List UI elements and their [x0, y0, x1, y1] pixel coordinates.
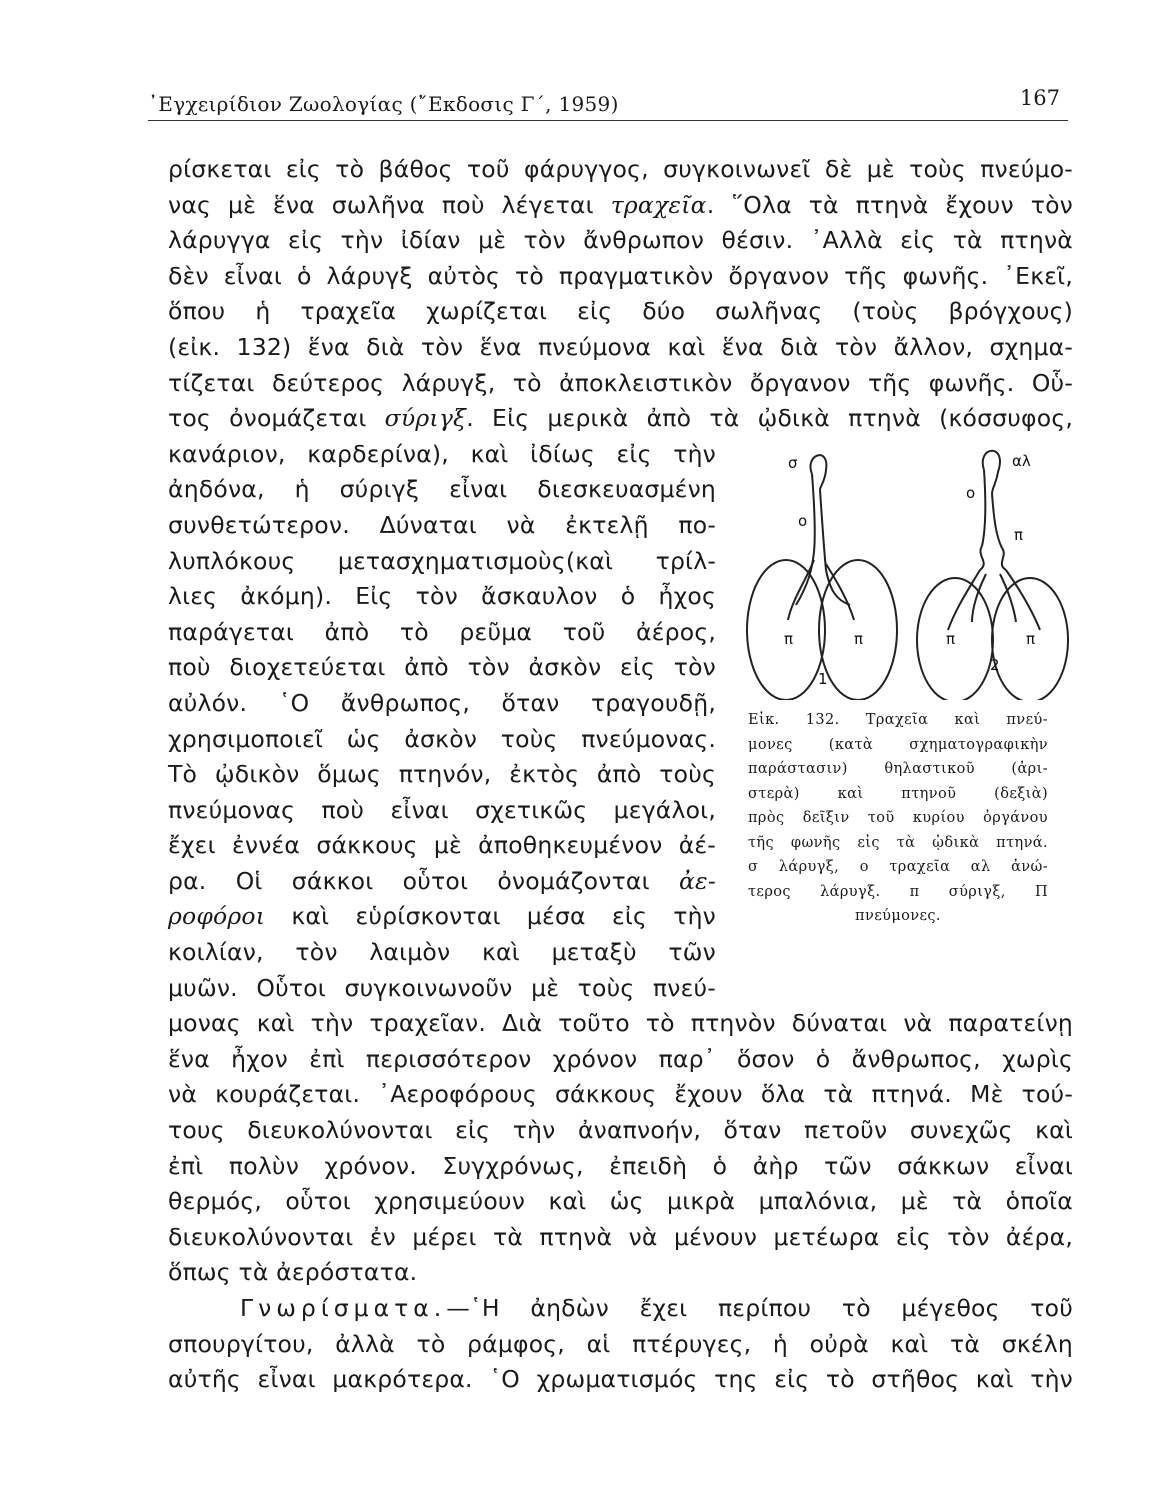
label-o-left: ο	[798, 512, 808, 530]
text-line: ὅπου ἡ τραχεῖα χωρίζεται εἰς δύο σωλῆνας (τοὺς βρόγχους)	[168, 297, 1073, 326]
text-line: ἔχει ἐννέα σάκκους μὲ ἀποθηκευμένον ἀέ-	[168, 831, 716, 860]
text-fragment: τος ὀνομάζεται	[168, 404, 385, 433]
trachea-lungs-diagram	[740, 440, 1080, 700]
section-heading: Γνωρίσματα.	[240, 1294, 447, 1322]
running-title: ᾿Εγχειρίδιον Ζωολογίας (῎Εκδοσις Γ΄, 1959)	[148, 92, 619, 116]
text-line: τίζεται δεύτερος λάρυγξ, τὸ ἀποκλειστικὸν ὄργανον τῆς φωνῆς. Οὗ-	[168, 368, 1073, 397]
text-line: ἀηδόνα, ἡ σύριγξ εἶναι διεσκευασμένη	[168, 475, 716, 504]
text-line: λάρυγγα εἰς τὴν ἰδίαν μὲ τὸν ἄνθρωπον θέσιν. ᾿Αλλὰ εἰς τὰ πτηνὰ	[168, 226, 1073, 255]
page-number: 167	[1019, 86, 1060, 110]
caption-line: σ λάρυγξ, ο τραχεῖα αλ ἀνώ-	[748, 859, 1048, 875]
text-line: συνθετώτερον. Δύναται νὰ ἐκτελῇ πο-	[168, 510, 716, 539]
caption-line: τῆς φωνῆς εἰς τὰ ᾠδικὰ πτηνά.	[748, 834, 1048, 851]
caption-line: Εἰκ. 132. Τραχεῖα καὶ πνεύ-	[748, 712, 1048, 728]
text-line: μυῶν. Οὗτοι συγκοινωνοῦν μὲ τοὺς πνεύ-	[168, 973, 716, 1002]
text-line: νὰ κουράζεται. ᾿Αεροφόρους σάκκους ἔχουν ὅλα τὰ πτηνά. Μὲ τού-	[168, 1080, 1073, 1109]
text-line: σπουργίτου, ἀλλὰ τὸ ράμφος, αἱ πτέρυγες, ἡ οὐρὰ καὶ τὰ σκέλη	[168, 1329, 1073, 1358]
caption-line: πνεύμονες.	[855, 908, 941, 924]
label-o-right: ο	[966, 484, 976, 502]
text-line: ρίσκεται εἰς τὸ βάθος τοῦ φάρυγγος, συγκοινωνεῖ δὲ μὲ τοὺς πνεύμο-	[168, 155, 1073, 183]
text-line: κανάριον, καρδερίνα), καὶ ἰδίως εἰς τὴν	[168, 439, 716, 468]
text-line: ποὺ διοχετεύεται ἀπὸ τὸν ἀσκὸν εἰς τὸν	[168, 653, 716, 682]
text-line: κοιλίαν, τὸν λαιμὸν καὶ μεταξὺ τῶν	[168, 938, 716, 967]
text-fragment: ρα. Οἱ σάκκοι οὗτοι ὀνομάζονται	[168, 866, 679, 895]
caption-line: πρὸς δεῖξιν τοῦ κυρίου ὀργάνου	[748, 810, 1048, 826]
label-pi-2a: π	[946, 630, 956, 648]
trachea-right	[982, 470, 1002, 548]
text-line: αὐτῆς εἶναι μακρότερα. ῾Ο χρωματισμός της εἰς τὸ στῆθος καὶ τὴν	[168, 1365, 1073, 1394]
text-line: ἕνα ἦχον ἐπὶ περισσότερον χρόνον παρ᾿ ὅσον ὁ ἄνθρωπος, χωρὶς	[168, 1044, 1073, 1073]
text-fragment: νας μὲ ἕνα σωλῆνα ποὺ λέγεται	[168, 190, 611, 219]
label-num-1: 1	[818, 670, 828, 688]
text-line: χρησιμοποιεῖ ὡς ἀσκὸν τοὺς πνεύμονας.	[168, 724, 716, 753]
text-line: λιες ἀκόμη). Εἰς τὸν ἄσκαυλον ὁ ἦχος	[168, 582, 716, 611]
text-fragment: . Εἰς μερικὰ ἀπὸ τὰ ᾠδικὰ πτηνὰ (κόσσυφος,	[466, 404, 1073, 433]
text-line	[168, 1291, 1073, 1327]
text-line: πνεύμονας ποὺ εἶναι σχετικῶς μεγάλοι,	[168, 795, 716, 824]
text-line: αὐλόν. ῾Ο ἄνθρωπος, ὅταν τραγουδῇ,	[168, 688, 716, 717]
text-line: ἐπὶ πολὺν χρόνον. Συγχρόνως, ἐπειδὴ ὁ ἀὴρ τῶν σάκκων εἶναι	[168, 1151, 1073, 1180]
trachea-left	[796, 474, 850, 605]
text-line: διευκολύνονται ἐν μέρει τὰ πτηνὰ νὰ μένουν μετέωρα εἰς τὸν ἀέρα,	[168, 1222, 1073, 1251]
caption-line: παράστασιν) θηλαστικοῦ (ἀρι-	[748, 761, 1048, 777]
text-line: μονας καὶ τὴν τραχεῖαν. Διὰ τοῦτο τὸ πτηνὸν δύναται νὰ παρατείνῃ	[168, 1009, 1073, 1038]
term-air-sacs: ἀε-	[678, 866, 716, 895]
label-pi-1b: π	[854, 630, 864, 648]
label-pi-2b: π	[1026, 630, 1036, 648]
caption-line: στερὰ) καὶ πτηνοῦ (δεξιὰ)	[748, 785, 1048, 802]
term-trachea: τραχεῖα	[610, 190, 707, 219]
text-line: Τὸ ᾠδικὸν ὅμως πτηνόν, ἐκτὸς ἀπὸ τοὺς	[168, 760, 716, 789]
text-fragment: . ῞Ολα τὰ πτηνὰ ἔχουν τὸν	[706, 190, 1073, 219]
running-header	[148, 86, 1068, 121]
caption-line: μονες (κατὰ σχηματογραφικὴν	[748, 736, 1048, 753]
term-air-sacs-cont: ροφόροι	[168, 902, 266, 931]
syrinx-right	[980, 546, 1006, 570]
text-line	[168, 401, 1073, 437]
figure-caption	[748, 708, 1048, 929]
label-sigma: σ	[788, 454, 798, 472]
text-line: ὅπως τὰ ἀερόστατα.	[168, 1258, 418, 1287]
text-line	[168, 864, 716, 900]
term-syrinx: σύριγξ	[384, 404, 467, 433]
label-num-2: 2	[990, 656, 1000, 674]
text-line	[168, 899, 716, 935]
label-pi-syrinx: π	[1014, 526, 1024, 544]
text-line	[168, 188, 1073, 224]
text-line: (εἰκ. 132) ἕνα διὰ τὸν ἕνα πνεύμονα καὶ ἕνα διὰ τὸν ἄλλον, σχημα-	[168, 332, 1073, 361]
text-fragment: καὶ εὑρίσκονται μέσα εἰς τὴν	[265, 902, 716, 931]
text-line: δὲν εἶναι ὁ λάρυγξ αὐτὸς τὸ πραγματικὸν ὄργανον τῆς φωνῆς. ᾿Εκεῖ,	[168, 261, 1073, 290]
label-pi-1a: π	[784, 630, 794, 648]
caption-line: τερος λάρυγξ. π σύριγξ, Π	[748, 883, 1048, 900]
text-line: λυπλόκους μετασχηματισμοὺς(καὶ τρίλ-	[168, 546, 716, 575]
text-fragment: —῾Η ἀηδὼν ἔχει περίπου τὸ μέγεθος τοῦ	[446, 1294, 1073, 1322]
text-line: τους διευκολύνονται εἰς τὴν ἀναπνοήν, ὅταν πετοῦν συνεχῶς καὶ	[168, 1116, 1073, 1145]
label-al: αλ	[1012, 452, 1031, 470]
text-line: θερμός, οὗτοι χρησιμεύουν καὶ ὡς μικρὰ μπαλόνια, μὲ τὰ ὁποῖα	[168, 1187, 1073, 1216]
text-line: παράγεται ἀπὸ τὸ ρεῦμα τοῦ ἀέρος,	[168, 617, 716, 646]
